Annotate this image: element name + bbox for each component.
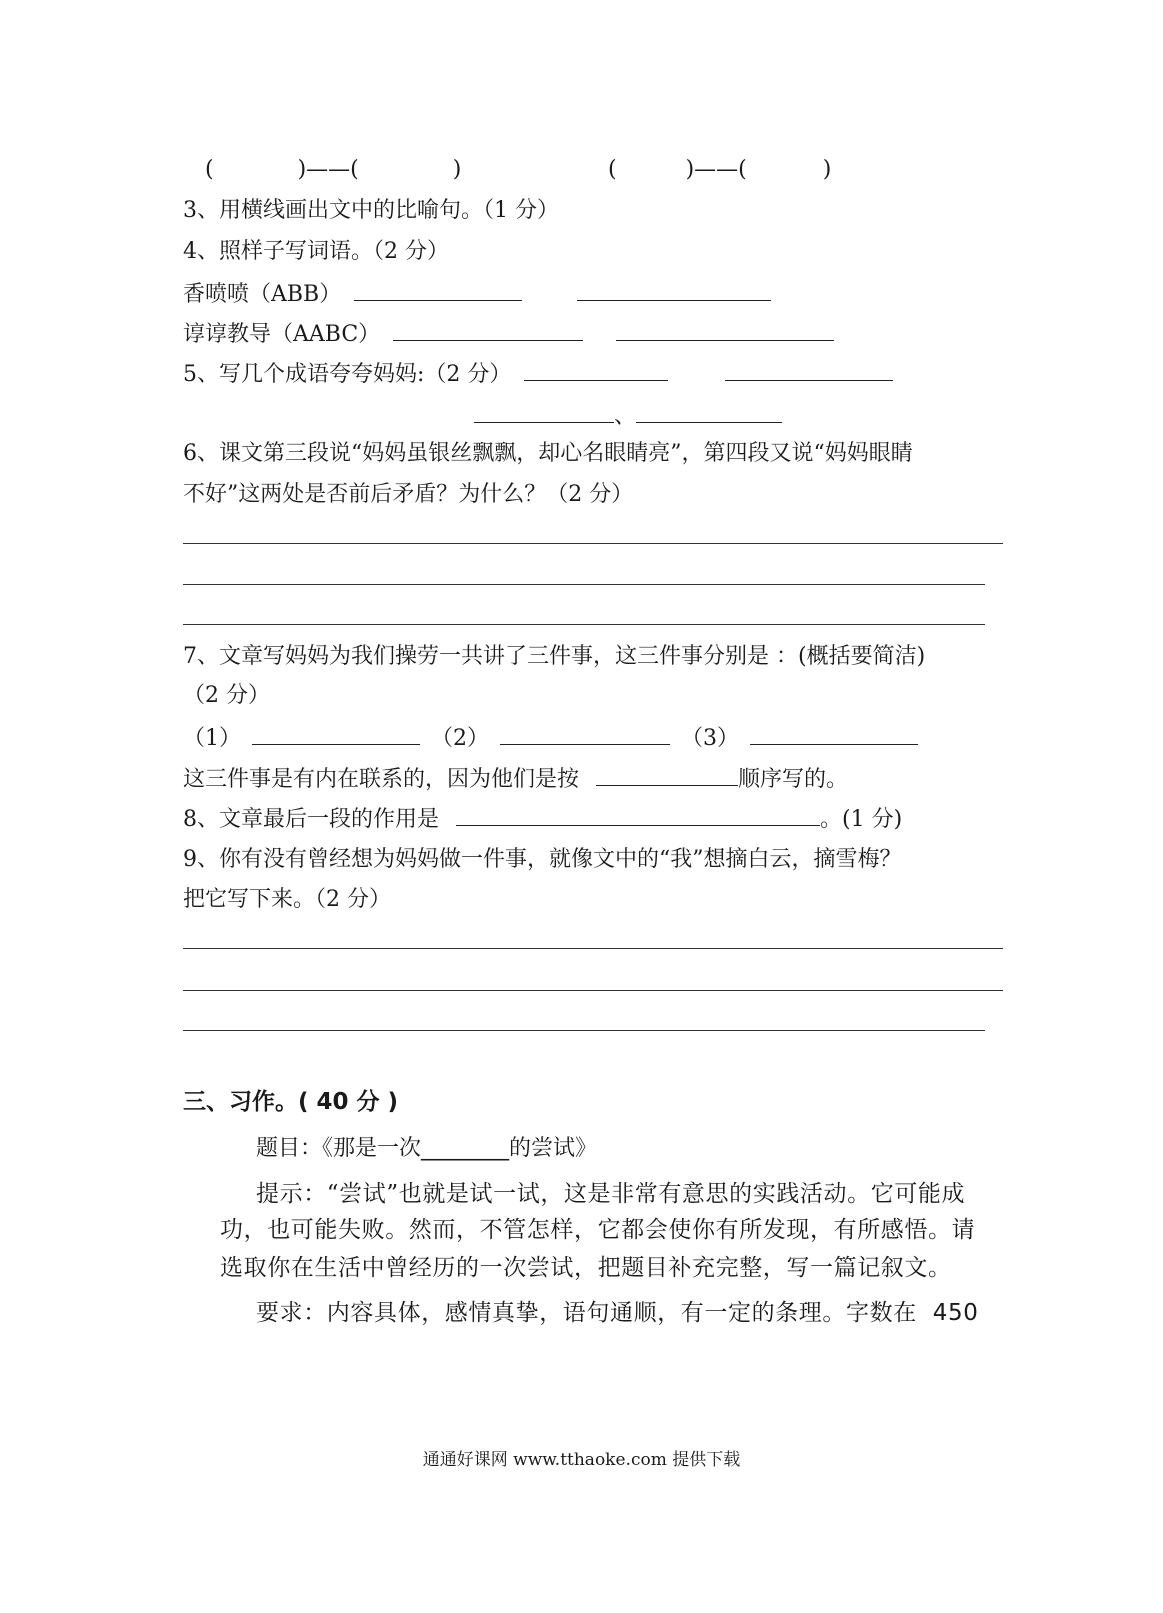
answer-blank[interactable] <box>596 763 738 786</box>
topic-blank[interactable]: ________ <box>421 1136 510 1161</box>
answer-line[interactable] <box>183 990 1003 991</box>
requirement-line-1 <box>256 1298 978 1328</box>
word-count-number: 450 <box>932 1300 979 1326</box>
paren-mid: )——( <box>685 157 747 182</box>
answer-blank[interactable] <box>456 803 820 826</box>
paren-open: ( <box>608 157 617 182</box>
question-9-line-1: 9、你有没有曾经想为妈妈做一件事，就像文中的“我”想摘白云，摘雪梅？ <box>183 847 902 872</box>
question-5 <box>183 358 893 390</box>
q7-item-3-label: （3） <box>681 726 739 751</box>
q7-item-1-label: （1） <box>183 726 241 751</box>
hint-line-1: 提示：“尝试”也就是试一试，这是非常有意思的实践活动。它可能成 <box>256 1181 966 1207</box>
q7-order-row <box>183 763 848 795</box>
topic-prefix: 题目：《那是一次 <box>256 1136 422 1161</box>
q5-row-2 <box>474 400 782 432</box>
answer-blank[interactable] <box>500 722 670 745</box>
question-6-line-2: 不好”这两处是否前后矛盾？为什么？（2 分） <box>183 482 634 507</box>
question-9-line-2: 把它写下来。（2 分） <box>183 887 391 912</box>
paren-close: ) <box>452 157 462 182</box>
question-3: 3、用横线画出文中的比喻句。（1 分） <box>183 198 559 223</box>
hint-line-2: 功，也可能失败。然而，不管怎样，它都会使你有所发现，有所感悟。请 <box>220 1217 976 1243</box>
answer-line[interactable] <box>183 1030 985 1031</box>
answer-line[interactable] <box>183 584 985 585</box>
question-6-line-1: 6、课文第三段说“妈妈虽银丝飘飘，却心名眼睛亮”，第四段又说“妈妈眼睛 <box>183 441 913 466</box>
question-7-line-1: 7、文章写妈妈为我们操劳一共讲了三件事，这三件事分别是 ：(概括要简洁) <box>183 644 926 669</box>
requirement-text: 要求：内容具体，感情真挚，语句通顺，有一定的条理。字数在 <box>256 1300 917 1326</box>
q7-item-2-label: （2） <box>431 726 489 751</box>
q8-tail: 。(1 分) <box>820 807 903 832</box>
q5-label: 5、写几个成语夸夸妈妈:（2 分） <box>183 362 512 387</box>
hint-line-3: 选取你在生活中曾经历的一次尝试，把题目补充完整，写一篇记叙文。 <box>220 1255 952 1281</box>
topic-suffix: 的尝试》 <box>509 1136 598 1161</box>
q4-abb-label: 香喷喷（ABB） <box>183 282 342 307</box>
question-4: 4、照样子写词语。（2 分） <box>183 239 449 264</box>
paren-open: ( <box>205 157 214 182</box>
answer-blank[interactable] <box>577 278 771 301</box>
q7-order-tail: 顺序写的。 <box>738 767 849 792</box>
composition-heading: 三、习作。( 40 分 ) <box>183 1089 399 1115</box>
paren-close: ) <box>822 157 832 182</box>
paren-mid: )——( <box>297 157 359 182</box>
answer-blank[interactable] <box>616 318 834 341</box>
answer-line[interactable] <box>183 948 1003 949</box>
q4-abb-row <box>183 278 771 310</box>
q5-separator: 、 <box>614 404 637 429</box>
answer-blank[interactable] <box>252 722 420 745</box>
answer-blank[interactable] <box>750 722 918 745</box>
answer-blank[interactable] <box>354 278 522 301</box>
answer-blank[interactable] <box>524 358 668 381</box>
q4-aabc-row <box>183 318 834 350</box>
q7-items-row <box>183 722 918 754</box>
page-footer: 通通好课网 www.tthaoke.com 提供下载 <box>422 1450 741 1470</box>
question-7-line-2: （2 分） <box>183 683 270 708</box>
q8-label: 8、文章最后一段的作用是 <box>183 807 439 832</box>
q4-aabc-label: 谆谆教导（AABC） <box>183 322 381 347</box>
question-8 <box>183 803 902 835</box>
answer-line[interactable] <box>183 624 985 625</box>
answer-line[interactable] <box>183 543 1003 544</box>
composition-topic <box>256 1134 597 1164</box>
answer-blank[interactable] <box>393 318 583 341</box>
answer-blank[interactable] <box>474 400 614 423</box>
q2-pair-1 <box>205 155 461 185</box>
q2-pair-2 <box>608 155 831 185</box>
q7-order-text: 这三件事是有内在联系的，因为他们是按 <box>183 767 580 792</box>
answer-blank[interactable] <box>725 358 893 381</box>
answer-blank[interactable] <box>636 400 782 423</box>
